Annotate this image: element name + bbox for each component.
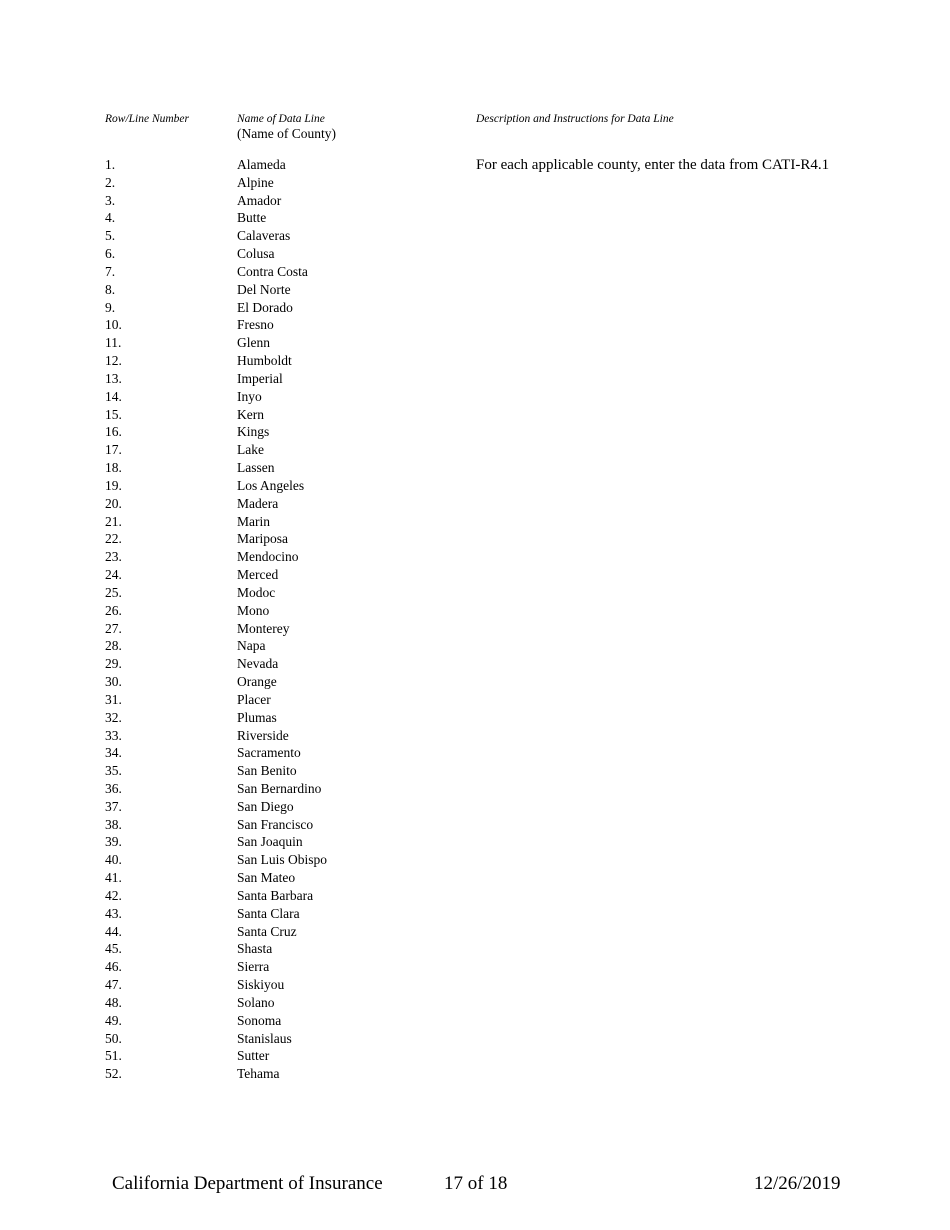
table-row [105, 352, 505, 370]
table-row [105, 281, 505, 299]
row-line-number: 37. [105, 798, 122, 814]
row-line-number: 26. [105, 602, 122, 618]
table-row [105, 923, 505, 941]
row-line-number: 51. [105, 1048, 122, 1064]
table-row [105, 263, 505, 281]
table-row [105, 299, 505, 317]
table-row [105, 584, 505, 602]
table-row [105, 851, 505, 869]
table-row [105, 816, 505, 834]
table-row [105, 673, 505, 691]
row-line-number: 22. [105, 531, 122, 547]
row-line-number: 10. [105, 317, 122, 333]
row-line-number: 18. [105, 460, 122, 476]
county-name: Fresno [237, 317, 274, 333]
row-line-number: 29. [105, 656, 122, 672]
table-row [105, 744, 505, 762]
county-name: Colusa [237, 246, 275, 262]
table-row [105, 227, 505, 245]
county-name: Sierra [237, 959, 270, 975]
county-name: San Mateo [237, 870, 296, 886]
county-name: Sacramento [237, 745, 301, 761]
table-row [105, 459, 505, 477]
table-row [105, 192, 505, 210]
row-line-number: 17. [105, 442, 122, 458]
row-line-number: 44. [105, 923, 122, 939]
county-name: Del Norte [237, 281, 291, 297]
county-name: San Benito [237, 763, 297, 779]
county-name: Sutter [237, 1048, 270, 1064]
row-line-number: 3. [105, 192, 116, 208]
row-line-number: 46. [105, 959, 122, 975]
county-name: San Bernardino [237, 780, 322, 796]
row-line-number: 14. [105, 388, 122, 404]
table-row [105, 441, 505, 459]
footer-page-number: 17 of 18 [444, 1173, 508, 1194]
row-line-number: 15. [105, 406, 122, 422]
row-line-number: 47. [105, 977, 122, 993]
county-name: Mariposa [237, 531, 288, 547]
county-name: Lassen [237, 460, 275, 476]
row-line-number: 28. [105, 638, 122, 654]
county-name: Alameda [237, 157, 286, 172]
county-name: San Joaquin [237, 834, 303, 850]
table-row [105, 727, 505, 745]
table-row [105, 958, 505, 976]
table-row [105, 1047, 505, 1065]
county-name: Madera [237, 495, 279, 511]
county-name: Contra Costa [237, 263, 308, 279]
row-line-number: 11. [105, 335, 122, 351]
county-name: Placer [237, 691, 271, 707]
row-line-number: 25. [105, 584, 122, 600]
footer-organization: California Department of Insurance [112, 1173, 383, 1194]
table-row [105, 566, 505, 584]
county-name: Lake [237, 442, 264, 458]
county-name: Calaveras [237, 228, 291, 244]
row-line-number: 30. [105, 674, 122, 690]
table-row [105, 530, 505, 548]
row-line-number: 52. [105, 1066, 122, 1082]
row-line-number: 27. [105, 620, 122, 636]
county-name: Amador [237, 192, 282, 208]
description-text: For each applicable county, enter the data from CATI-R4.1 [476, 157, 830, 173]
row-line-number: 6. [105, 246, 116, 262]
table-row [105, 156, 505, 174]
county-name: Santa Clara [237, 905, 300, 921]
row-line-number: 23. [105, 549, 122, 565]
county-name: Inyo [237, 388, 262, 404]
row-line-number: 45. [105, 941, 122, 957]
county-name: San Diego [237, 798, 294, 814]
table-row [105, 1012, 505, 1030]
row-line-number: 20. [105, 495, 122, 511]
county-name: Humboldt [237, 353, 292, 369]
table-row [105, 548, 505, 566]
table-row [105, 174, 505, 192]
table-row [105, 887, 505, 905]
table-row [105, 495, 505, 513]
county-name: Sonoma [237, 1012, 282, 1028]
county-name: San Francisco [237, 816, 314, 832]
table-row [105, 316, 505, 334]
row-line-number: 33. [105, 727, 122, 743]
row-line-number: 43. [105, 905, 122, 921]
county-name: Imperial [237, 370, 283, 386]
table-row [105, 994, 505, 1012]
header-name-of-data-line: Name of Data Line [237, 113, 325, 125]
row-line-number: 4. [105, 210, 116, 226]
table-row [105, 976, 505, 994]
county-name: Siskiyou [237, 977, 285, 993]
row-line-number: 41. [105, 870, 122, 886]
table-row [105, 620, 505, 638]
row-line-number: 32. [105, 709, 122, 725]
table-row [105, 334, 505, 352]
county-name: Plumas [237, 709, 277, 725]
county-name: Shasta [237, 941, 273, 957]
county-name: El Dorado [237, 299, 293, 315]
county-table [105, 156, 505, 1083]
table-row [105, 691, 505, 709]
county-name: Modoc [237, 584, 276, 600]
table-row [105, 406, 505, 424]
table-row [105, 477, 505, 495]
header-name-of-county: (Name of County) [237, 126, 336, 141]
row-line-number: 36. [105, 780, 122, 796]
county-name: Los Angeles [237, 477, 305, 493]
table-row [105, 423, 505, 441]
county-name: Napa [237, 638, 266, 654]
county-name: Monterey [237, 620, 290, 636]
table-row [105, 905, 505, 923]
header-description: Description and Instructions for Data Line [476, 113, 674, 125]
row-line-number: 35. [105, 763, 122, 779]
county-name: Stanislaus [237, 1030, 292, 1046]
table-row [105, 709, 505, 727]
table-row [105, 762, 505, 780]
county-name: Mendocino [237, 549, 299, 565]
row-line-number: 48. [105, 994, 122, 1010]
row-line-number: 42. [105, 887, 122, 903]
header-row-line-number: Row/Line Number [105, 113, 190, 125]
county-name: Mono [237, 602, 270, 618]
table-row [105, 798, 505, 816]
table-row [105, 513, 505, 531]
row-line-number: 21. [105, 513, 122, 529]
county-name: San Luis Obispo [237, 852, 328, 868]
county-name: Santa Cruz [237, 923, 297, 939]
row-line-number: 9. [105, 299, 116, 315]
table-row [105, 655, 505, 673]
row-line-number: 19. [105, 477, 122, 493]
row-line-number: 2. [105, 174, 116, 190]
county-name: Glenn [237, 335, 270, 351]
row-line-number: 16. [105, 424, 122, 440]
row-line-number: 34. [105, 745, 122, 761]
table-row [105, 780, 505, 798]
row-line-number: 40. [105, 852, 122, 868]
county-name: Kings [237, 424, 270, 440]
county-name: Tehama [237, 1066, 280, 1082]
table-row [105, 1065, 505, 1083]
table-row [105, 940, 505, 958]
row-line-number: 31. [105, 691, 122, 707]
table-row [105, 388, 505, 406]
table-row [105, 209, 505, 227]
row-line-number: 50. [105, 1030, 122, 1046]
table-row [105, 869, 505, 887]
county-name: Solano [237, 994, 275, 1010]
county-name: Orange [237, 674, 277, 690]
county-name: Riverside [237, 727, 289, 743]
row-line-number: 39. [105, 834, 122, 850]
table-row [105, 637, 505, 655]
row-line-number: 24. [105, 567, 122, 583]
county-name: Alpine [237, 174, 274, 190]
row-line-number: 38. [105, 816, 122, 832]
row-line-number: 7. [105, 263, 116, 279]
table-row [105, 245, 505, 263]
row-line-number: 49. [105, 1012, 122, 1028]
county-name: Santa Barbara [237, 887, 314, 903]
table-row [105, 602, 505, 620]
row-line-number: 5. [105, 228, 116, 244]
row-line-number: 1. [105, 157, 116, 172]
row-line-number: 12. [105, 353, 122, 369]
county-name: Kern [237, 406, 264, 422]
table-row [105, 370, 505, 388]
county-name: Marin [237, 513, 270, 529]
footer-date: 12/26/2019 [754, 1173, 841, 1194]
county-name: Nevada [237, 656, 279, 672]
table-row [105, 1030, 505, 1048]
county-name: Butte [237, 210, 267, 226]
table-row [105, 833, 505, 851]
row-line-number: 8. [105, 281, 116, 297]
row-line-number: 13. [105, 370, 122, 386]
county-name: Merced [237, 567, 279, 583]
